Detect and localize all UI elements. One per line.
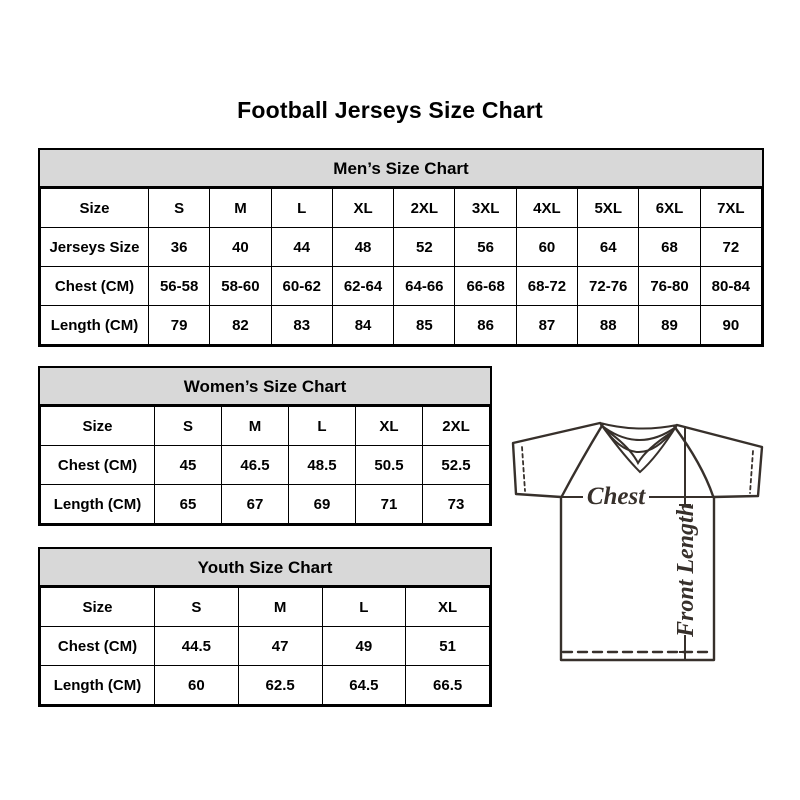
value-cell: 68 — [639, 228, 700, 267]
value-cell: 52.5 — [423, 446, 490, 485]
table-row — [41, 446, 490, 485]
value-cell: 48.5 — [289, 446, 356, 485]
value-cell: 71 — [356, 485, 423, 524]
value-cell: 2XL — [423, 407, 490, 446]
row-label-cell: Chest (CM) — [41, 627, 155, 666]
value-cell: 36 — [149, 228, 210, 267]
table-row — [41, 267, 762, 306]
jersey-right-cuff-dashed-line — [750, 451, 753, 493]
mens-size-chart — [38, 148, 764, 347]
row-label-cell: Size — [41, 588, 155, 627]
womens-size-chart — [38, 366, 492, 526]
row-label-cell: Chest (CM) — [41, 267, 149, 306]
value-cell: 86 — [455, 306, 516, 345]
value-cell: XL — [406, 588, 490, 627]
value-cell: M — [210, 189, 271, 228]
value-cell: 79 — [149, 306, 210, 345]
value-cell: 87 — [516, 306, 577, 345]
value-cell: 72-76 — [578, 267, 639, 306]
value-cell: 84 — [332, 306, 393, 345]
value-cell: 52 — [394, 228, 455, 267]
value-cell: 72 — [700, 228, 761, 267]
value-cell: 56 — [455, 228, 516, 267]
row-label-cell: Length (CM) — [41, 666, 155, 705]
value-cell: 76-80 — [639, 267, 700, 306]
mens-table-title: Men’s Size Chart — [40, 150, 762, 188]
value-cell: L — [322, 588, 406, 627]
youth-size-chart — [38, 547, 492, 707]
value-cell: 67 — [222, 485, 289, 524]
value-cell: S — [155, 407, 222, 446]
value-cell: 85 — [394, 306, 455, 345]
value-cell: 88 — [578, 306, 639, 345]
jersey-right-armhole-seam — [674, 426, 713, 496]
value-cell: 44.5 — [155, 627, 239, 666]
womens-table — [40, 406, 490, 524]
value-cell: 83 — [271, 306, 332, 345]
jersey-measurement-diagram — [505, 400, 780, 670]
value-cell: 64.5 — [322, 666, 406, 705]
value-cell: 60-62 — [271, 267, 332, 306]
value-cell: 7XL — [700, 189, 761, 228]
value-cell: 44 — [271, 228, 332, 267]
value-cell: 64 — [578, 228, 639, 267]
youth-table — [40, 587, 490, 705]
row-label-cell: Jerseys Size — [41, 228, 149, 267]
value-cell: 50.5 — [356, 446, 423, 485]
jersey-collar-top-edge — [600, 423, 677, 429]
value-cell: 6XL — [639, 189, 700, 228]
value-cell: 58-60 — [210, 267, 271, 306]
table-row — [41, 666, 490, 705]
jersey-right-sleeve-outline — [677, 425, 762, 497]
mens-table — [40, 188, 762, 345]
page-title: Football Jerseys Size Chart — [237, 97, 543, 123]
value-cell: 2XL — [394, 189, 455, 228]
value-cell: 4XL — [516, 189, 577, 228]
value-cell: 73 — [423, 485, 490, 524]
value-cell: 66-68 — [455, 267, 516, 306]
value-cell: 89 — [639, 306, 700, 345]
table-row — [41, 407, 490, 446]
value-cell: L — [271, 189, 332, 228]
jersey-left-cuff-dashed-line — [522, 447, 525, 491]
row-label-cell: Size — [41, 189, 149, 228]
row-label-cell: Length (CM) — [41, 306, 149, 345]
value-cell: 3XL — [455, 189, 516, 228]
value-cell: 49 — [322, 627, 406, 666]
table-row — [41, 306, 762, 345]
value-cell: S — [155, 588, 239, 627]
value-cell: 48 — [332, 228, 393, 267]
value-cell: 69 — [289, 485, 356, 524]
value-cell: 45 — [155, 446, 222, 485]
table-row — [41, 189, 762, 228]
row-label-cell: Size — [41, 407, 155, 446]
table-row — [41, 228, 762, 267]
value-cell: 66.5 — [406, 666, 490, 705]
value-cell: 47 — [238, 627, 322, 666]
table-row — [41, 588, 490, 627]
value-cell: XL — [332, 189, 393, 228]
front-length-label: Front Length — [673, 502, 699, 638]
value-cell: 40 — [210, 228, 271, 267]
value-cell: XL — [356, 407, 423, 446]
womens-table-title: Women’s Size Chart — [40, 368, 490, 406]
jersey-collar-outer-v — [600, 423, 677, 472]
value-cell: 68-72 — [516, 267, 577, 306]
chest-label: Chest — [586, 483, 646, 510]
value-cell: 60 — [155, 666, 239, 705]
row-label-cell: Chest (CM) — [41, 446, 155, 485]
value-cell: 46.5 — [222, 446, 289, 485]
value-cell: L — [289, 407, 356, 446]
value-cell: 90 — [700, 306, 761, 345]
value-cell: 64-66 — [394, 267, 455, 306]
value-cell: 56-58 — [149, 267, 210, 306]
value-cell: 5XL — [578, 189, 639, 228]
value-cell: M — [222, 407, 289, 446]
table-row — [41, 627, 490, 666]
value-cell: 82 — [210, 306, 271, 345]
youth-table-title: Youth Size Chart — [40, 549, 490, 587]
value-cell: 62.5 — [238, 666, 322, 705]
value-cell: M — [238, 588, 322, 627]
value-cell: 60 — [516, 228, 577, 267]
table-row — [41, 485, 490, 524]
value-cell: S — [149, 189, 210, 228]
value-cell: 51 — [406, 627, 490, 666]
value-cell: 80-84 — [700, 267, 761, 306]
row-label-cell: Length (CM) — [41, 485, 155, 524]
value-cell: 65 — [155, 485, 222, 524]
value-cell: 62-64 — [332, 267, 393, 306]
